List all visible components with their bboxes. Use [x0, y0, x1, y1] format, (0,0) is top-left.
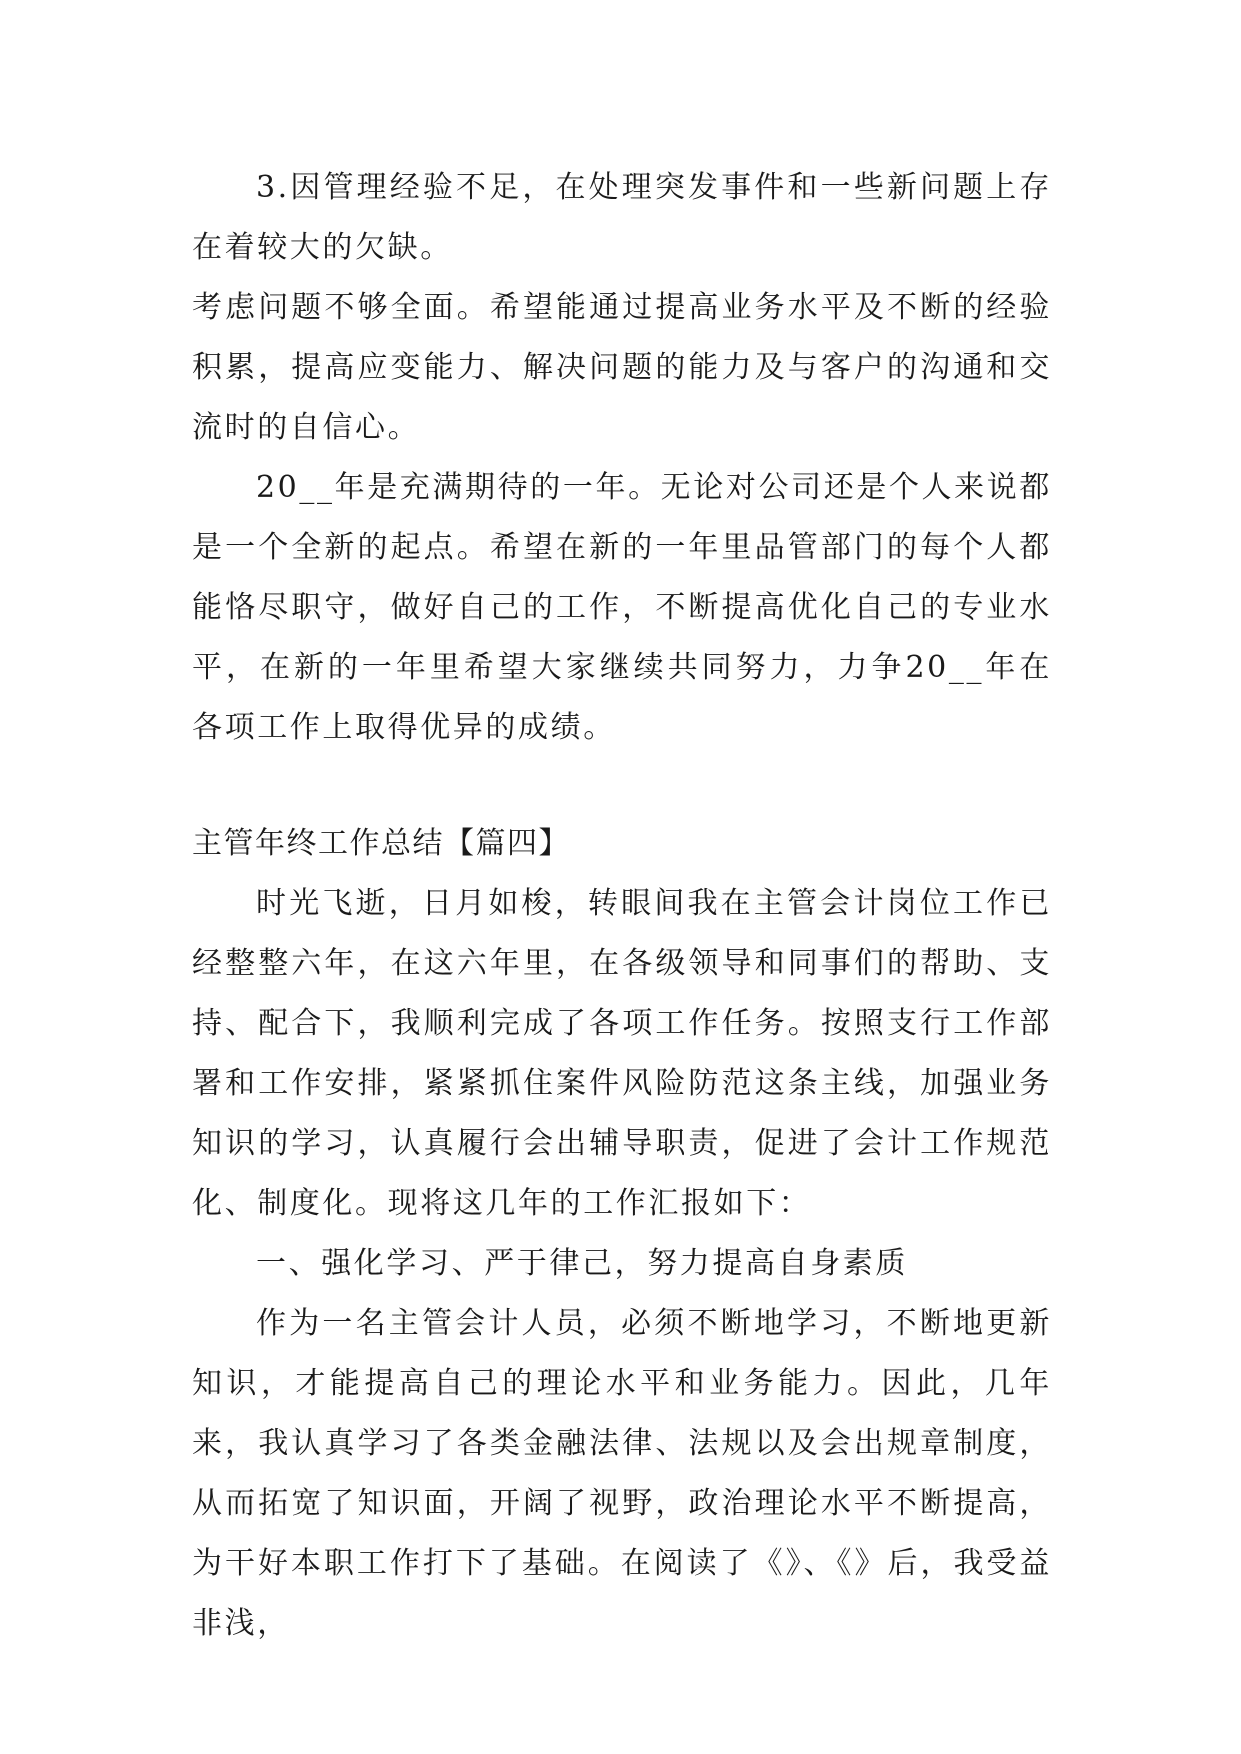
paragraph-shortcomings-3: 3.因管理经验不足，在处理突发事件和一些新问题上存在着较大的欠缺。	[192, 170, 1052, 265]
paragraph-intro: 时光飞逝，日月如梭，转眼间我在主管会计岗位工作已经整整六年，在这六年里，在各级领导和同事们的帮助、支持、配合下，我顺利完成了各项工作任务。按照支行工作部署和工作安排，紧紧抓住案件风险防范这条主线，加强业务知识的学习，认真履行会出辅导职责，促进了会计工作规范化、制度化。现将这几年的工作汇报如下：	[192, 886, 1052, 1221]
document-body	[192, 158, 1052, 1654]
section-spacer	[192, 758, 1052, 814]
paragraph-shortcomings-continued: 考虑问题不够全面。希望能通过提高业务水平及不断的经验积累，提高应变能力、解决问题的能力及与客户的沟通和交流时的自信心。	[192, 290, 1052, 445]
paragraph-study-details: 作为一名主管会计人员，必须不断地学习，不断地更新知识，才能提高自己的理论水平和业务能力。因此，几年来，我认真学习了各类金融法律、法规以及会出规章制度，从而拓宽了知识面，开阔了视野，政治理论水平不断提高，为干好本职工作打下了基础。在阅读了《》、《》后，我受益非浅，	[192, 1306, 1052, 1641]
subheading-strengthen-study: 一、强化学习、严于律己，努力提高自身素质	[256, 1246, 908, 1281]
paragraph-new-year-outlook: 20__年是充满期待的一年。无论对公司还是个人来说都是一个全新的起点。希望在新的一年里品管部门的每个人都能恪尽职守，做好自己的工作，不断提高优化自己的专业水平，在新的一年里希望大家继续共同努力，力争20__年在各项工作上取得优异的成绩。	[192, 470, 1052, 745]
section-heading: 主管年终工作总结【篇四】	[192, 826, 570, 861]
